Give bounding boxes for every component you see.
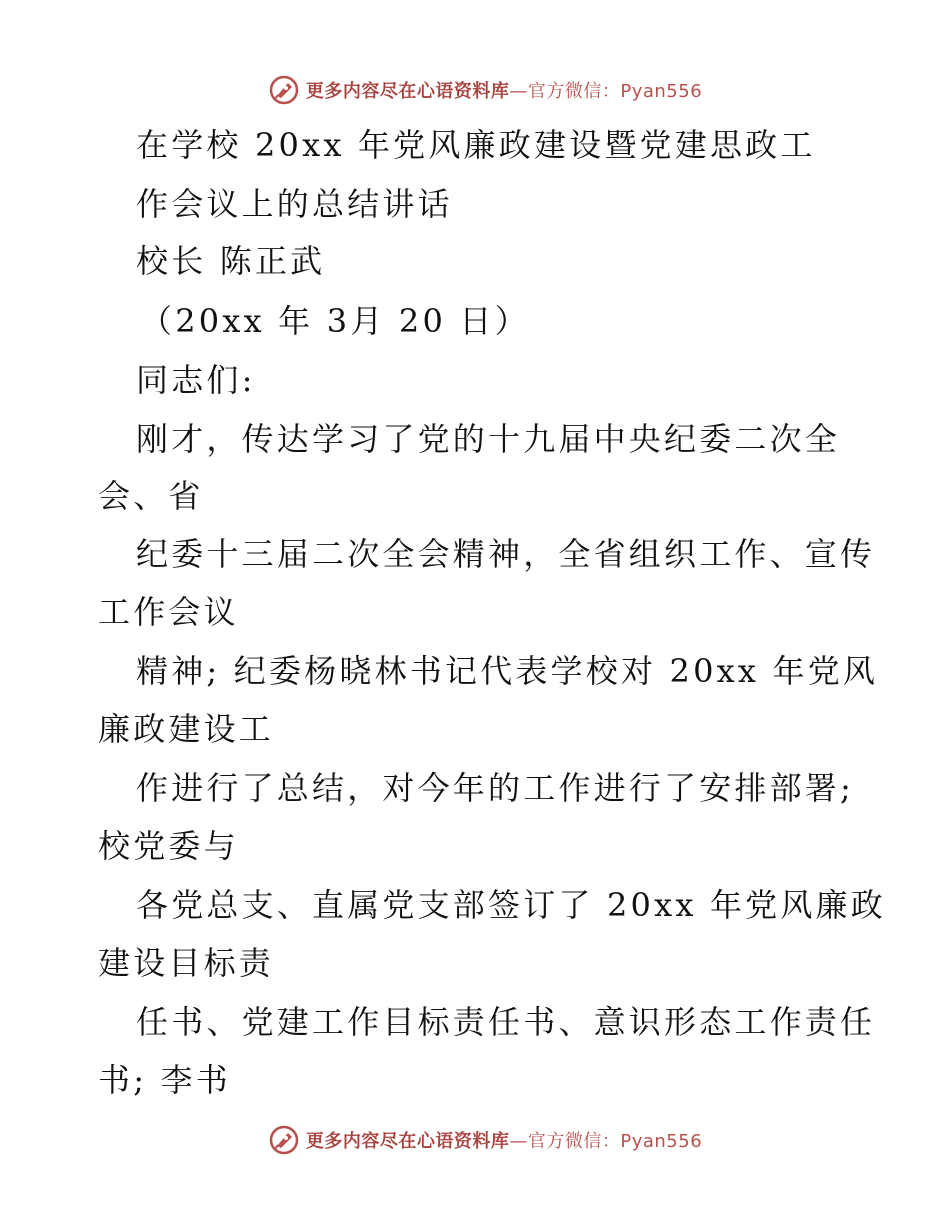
body-line: 校党委与 [98,827,239,865]
footer-watermark-banner [0,1120,950,1160]
watermark-text: 更多内容尽在心语资料库—官方微信：Pyan556 [305,1131,703,1152]
pen-nib-logo-icon [268,74,300,106]
body-line: 作进行了总结，对今年的工作进行了安排部署; [136,769,854,807]
watermark-group [268,1124,702,1156]
body-line: 任书、党建工作目标责任书、意识形态工作责任 [136,1003,876,1041]
body-line: 各党总支、直属党支部签订了 20xx 年党风廉政 [136,886,886,924]
body-line: 精神; 纪委杨晓林书记代表学校对 20xx 年党风 [136,652,879,690]
watermark-text: 更多内容尽在心语资料库—官方微信：Pyan556 [305,81,703,102]
watermark-group [268,74,702,106]
body-line: 建设目标责 [98,944,275,982]
title-line-1: 在学校 20xx 年党风廉政建设暨党建思政工 [136,126,816,164]
title-line-2: 作会议上的总结讲话 [136,185,453,223]
body-line: 纪委十三届二次全会精神，全省组织工作、宣传 [136,535,876,573]
body-line: 廉政建设工 [98,710,275,748]
body-line: 工作会议 [98,593,239,631]
body-line: 会、省 [98,477,204,515]
author-line: 校长 陈正武 [136,242,326,280]
date-line: （20xx 年 3月 20 日） [140,302,530,340]
header-watermark-banner [0,70,950,110]
salutation-line: 同志们: [136,361,256,399]
pen-nib-logo-icon [268,1124,300,1156]
body-line: 刚才，传达学习了党的十九届中央纪委二次全 [136,420,841,458]
body-line: 书; 李书 [98,1061,231,1099]
